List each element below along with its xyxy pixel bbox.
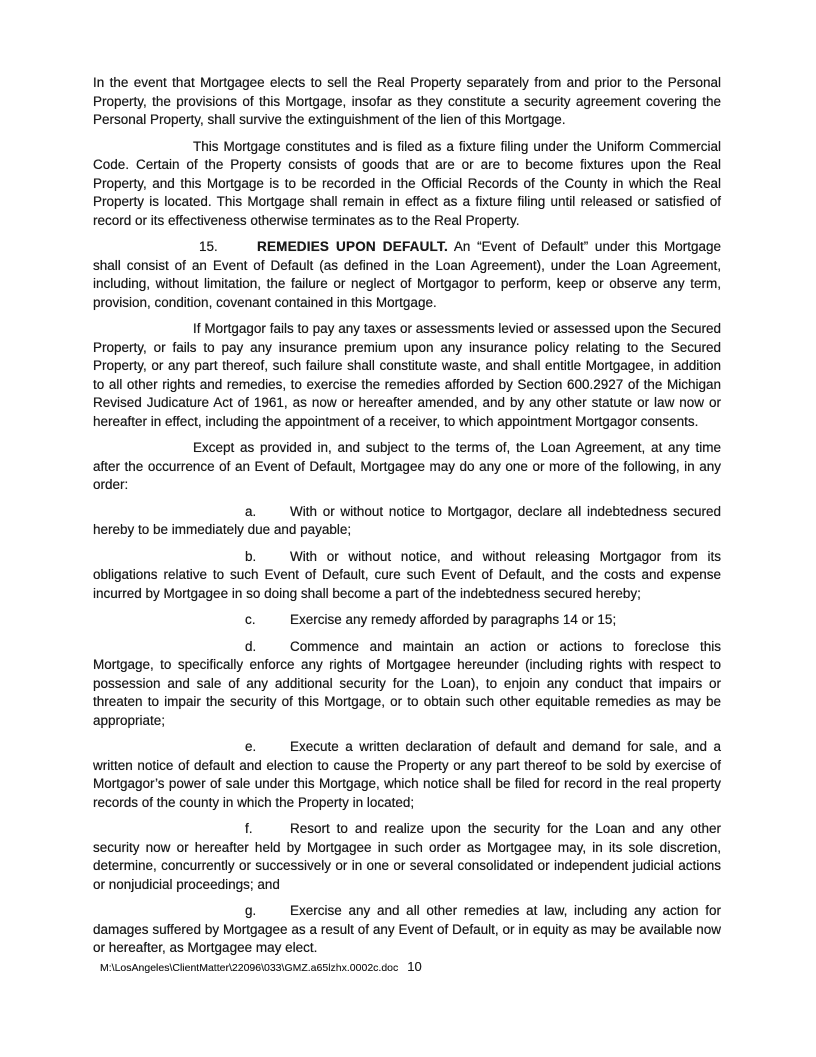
item-letter: c. [245, 612, 256, 627]
list-item [93, 548, 721, 604]
paragraph-text: Exercise any and all other remedies at law, including any action for damages suffered by Mortgagee as a result of any Event of Default, or in equity as may be available now or hereafter, as Mortgagee may elect. [93, 903, 721, 955]
item-letter: d. [245, 638, 257, 654]
paragraph-text: Commence and maintain an action or actions to foreclose this Mortgage, to specifically enforce any rights of Mortgagee hereunder (including rights with respect to possession and sale of any additional security for the Loan), to enjoin any conduct that impairs or threaten to impair the security of this Mortgage, or to obtain such other equitable remedies as may be appropriate; [93, 638, 721, 728]
list-item [93, 503, 721, 540]
section-heading: REMEDIES UPON DEFAULT. [257, 239, 448, 254]
paragraph-text: Execute a written declaration of default and demand for sale, and a written notice of default and election to cause the Property or any part thereof to be sold by exercise of Mortgagor’s power of sale under this Mortgage, which notice shall be filed for record in the real property records of the county in which the Property in located; [93, 739, 721, 810]
document-body [93, 74, 721, 966]
list-item [93, 820, 721, 894]
paragraph-text: With or without notice to Mortgagor, declare all indebtedness secured hereby to be immediately due and payable; [93, 503, 721, 537]
paragraph-text: If Mortgagor fails to pay any taxes or assessments levied or assessed upon the Secured Property, or fails to pay any insurance premium upon any insurance policy relating to the Secured Property, or any part thereof, such failure shall constitute waste, and shall entitle Mortgagee, in addition to all other rights and remedies, to exercise the remedies afforded by Section 600.2927 of the Michigan Revised Judicature Act of 1961, as now or hereafter amended, and by any other statute or law now or hereafter in effect, including the appointment of a receiver, to which appointment Mortgagor consents. [93, 321, 721, 429]
section-number: 15. [199, 239, 218, 254]
paragraph-text: With or without notice, and without releasing Mortgagor from its obligations relative to such Event of Default, cure such Event of Default, and the costs and expense incurred by Mortgagee in so doing shall become a part of the indebtedness secured hereby; [93, 548, 721, 601]
paragraph-text: This Mortgage constitutes and is filed as a fixture filing under the Uniform Commercial Code. Certain of the Property consists of goods that are or are to become fixtures upon the Real Property, and this Mortgage is to be recorded in the Official Records of the County in which the Real Property is located. This Mortgage shall remain in effect as a fixture filing until released or satisfied of record or its effectiveness otherwise terminates as to the Real Property. [93, 138, 721, 228]
item-letter: a. [245, 503, 257, 519]
paragraph-text: Exercise any remedy afforded by paragraphs 14 or 15; [290, 612, 617, 627]
page-footer [100, 959, 422, 974]
list-item [93, 611, 721, 630]
paragraph [93, 439, 721, 495]
paragraph-text: Except as provided in, and subject to the terms of, the Loan Agreement, at any time after the occurrence of an Event of Default, Mortgagee may do any one or more of the following, in any order: [93, 440, 721, 492]
list-item [93, 902, 721, 958]
item-letter: b. [245, 548, 257, 564]
paragraph [93, 138, 721, 231]
section-paragraph [93, 238, 721, 312]
item-letter: g. [245, 903, 257, 918]
paragraph-text: An “Event of Default” under this Mortgage shall consist of an Event of Default (as defined in the Loan Agreement), under the Loan Agreement, including, without limitation, the failure or neglect of Mortgagor to perform, keep or observe any term, provision, condition, covenant contained in this Mortgage. [93, 239, 721, 310]
paragraph [93, 74, 721, 130]
item-letter: f. [245, 821, 253, 836]
list-item [93, 638, 721, 731]
paragraph [93, 320, 721, 431]
footer-file-path: M:\LosAngeles\ClientMatter\22096\033\GMZ.a65lzhx.0002c.doc [100, 962, 399, 974]
paragraph-text: Resort to and realize upon the security for the Loan and any other security now or hereafter held by Mortgagee in such order as Mortgagee may, in its sole discretion, determine, concurrently or successively or in one or several consolidated or independent judicial actions or nonjudicial proceedings; and [93, 821, 721, 892]
item-letter: e. [245, 739, 257, 754]
page-number: 10 [407, 959, 422, 974]
paragraph-text: In the event that Mortgagee elects to sell the Real Property separately from and prior to the Personal Property, the provisions of this Mortgage, insofar as they constitute a security agreement covering the Personal Property, shall survive the extinguishment of the lien of this Mortgage. [93, 75, 721, 127]
list-item [93, 738, 721, 812]
